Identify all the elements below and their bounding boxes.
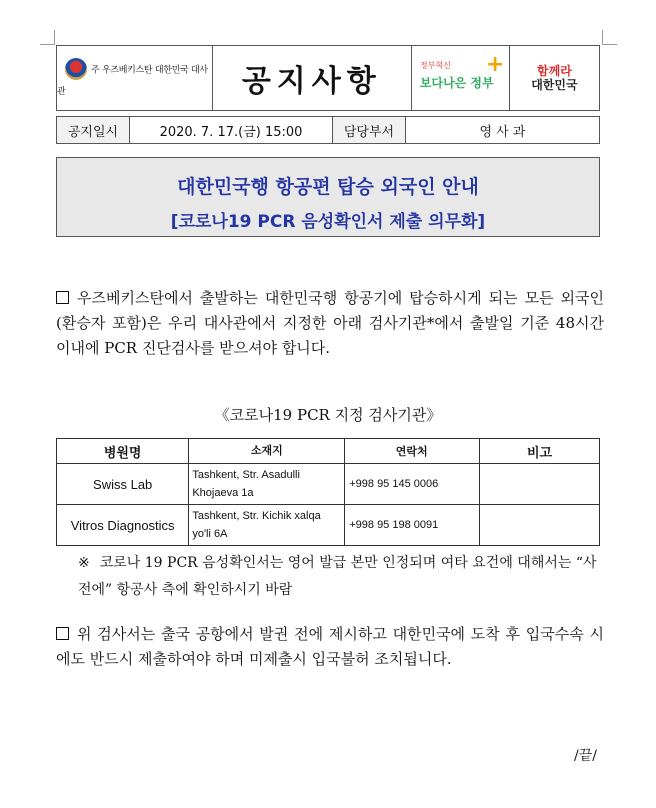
dept-label: 담당부서	[333, 117, 406, 144]
embassy-name: 주 우즈베키스탄 대한민국 대사관	[57, 65, 208, 97]
embassy-logo-cell	[57, 46, 213, 111]
lab-note	[480, 505, 600, 546]
dept-value: 영 사 과	[406, 117, 600, 144]
banner-subtitle: [코로나19 PCR 음성확인서 제출 의무화]	[170, 212, 486, 232]
lab-note	[480, 464, 600, 505]
nation-slogan-line1: 함께라	[537, 64, 572, 78]
col-header-address: 소재지	[189, 439, 345, 464]
col-header-note: 비고	[480, 439, 600, 464]
paragraph-1	[56, 286, 604, 361]
lab-table-header	[57, 439, 600, 464]
date-value: 2020. 7. 17.(금) 15:00	[130, 117, 333, 144]
end-mark: /끝/	[574, 748, 597, 764]
notice-meta-table	[56, 116, 600, 144]
note-paragraph	[78, 550, 604, 604]
lab-table	[56, 438, 600, 546]
gov-slogan: 보다나은 정부	[419, 76, 494, 90]
note-text: 코로나 19 PCR 음성확인서는 영어 발급 본만 인정되며 여타 요건에 대해서는 “사전에” 항공사 측에 확인하시기 바람	[78, 555, 597, 598]
banner-title: 대한민국행 항공편 탑승 외국인 안내	[177, 176, 479, 198]
note-mark: ※	[78, 555, 90, 571]
nation-slogan-logo	[509, 46, 599, 111]
lab-phone: +998 95 198 0091	[345, 505, 480, 546]
lab-address: Tashkent, Str. Kichik xalqa yo'li 6A	[189, 505, 345, 546]
table-row	[57, 505, 600, 546]
lab-name: Vitros Diagnostics	[57, 505, 189, 546]
gov-slogan-small: 정부혁신	[419, 61, 451, 70]
plus-icon: +	[485, 52, 505, 77]
checkbox-bullet-icon	[56, 627, 69, 640]
date-label: 공지일시	[57, 117, 130, 144]
checkbox-bullet-icon	[56, 291, 69, 304]
col-header-phone: 연락처	[345, 439, 480, 464]
nation-slogan-line2: 대한민국	[531, 78, 578, 92]
paragraph-2-text: 위 검사서는 출국 공항에서 발권 전에 제시하고 대한민국에 도착 후 입국수속 시에도 반드시 제출하여야 하며 미제출시 입국불허 조치됩니다.	[56, 625, 604, 668]
notice-banner	[56, 157, 600, 237]
lab-table-title: 《코로나19 PCR 지정 검사기관》	[214, 406, 442, 424]
table-row	[57, 464, 600, 505]
lab-address: Tashkent, Str. Asadulli Khojaeva 1a	[189, 464, 345, 505]
paragraph-2	[56, 622, 604, 672]
page-corner-mark-right	[602, 30, 617, 45]
lab-phone: +998 95 145 0006	[345, 464, 480, 505]
paragraph-1-text: 우즈베키스탄에서 출발하는 대한민국행 항공기에 탑승하시게 되는 모든 외국인(환승자 포함)은 우리 대사관에서 지정한 아래 검사기관*에서 출발일 기준 48시간 이내에 PCR 진단검사를 받으셔야 합니다.	[56, 289, 604, 357]
col-header-name: 병원명	[57, 439, 189, 464]
notice-header-table	[56, 45, 600, 111]
gov-innovation-logo	[411, 46, 509, 111]
national-emblem-icon	[65, 58, 87, 80]
page-title: 공지사항	[212, 46, 411, 111]
page-corner-mark-left	[40, 30, 55, 45]
lab-name: Swiss Lab	[57, 464, 189, 505]
